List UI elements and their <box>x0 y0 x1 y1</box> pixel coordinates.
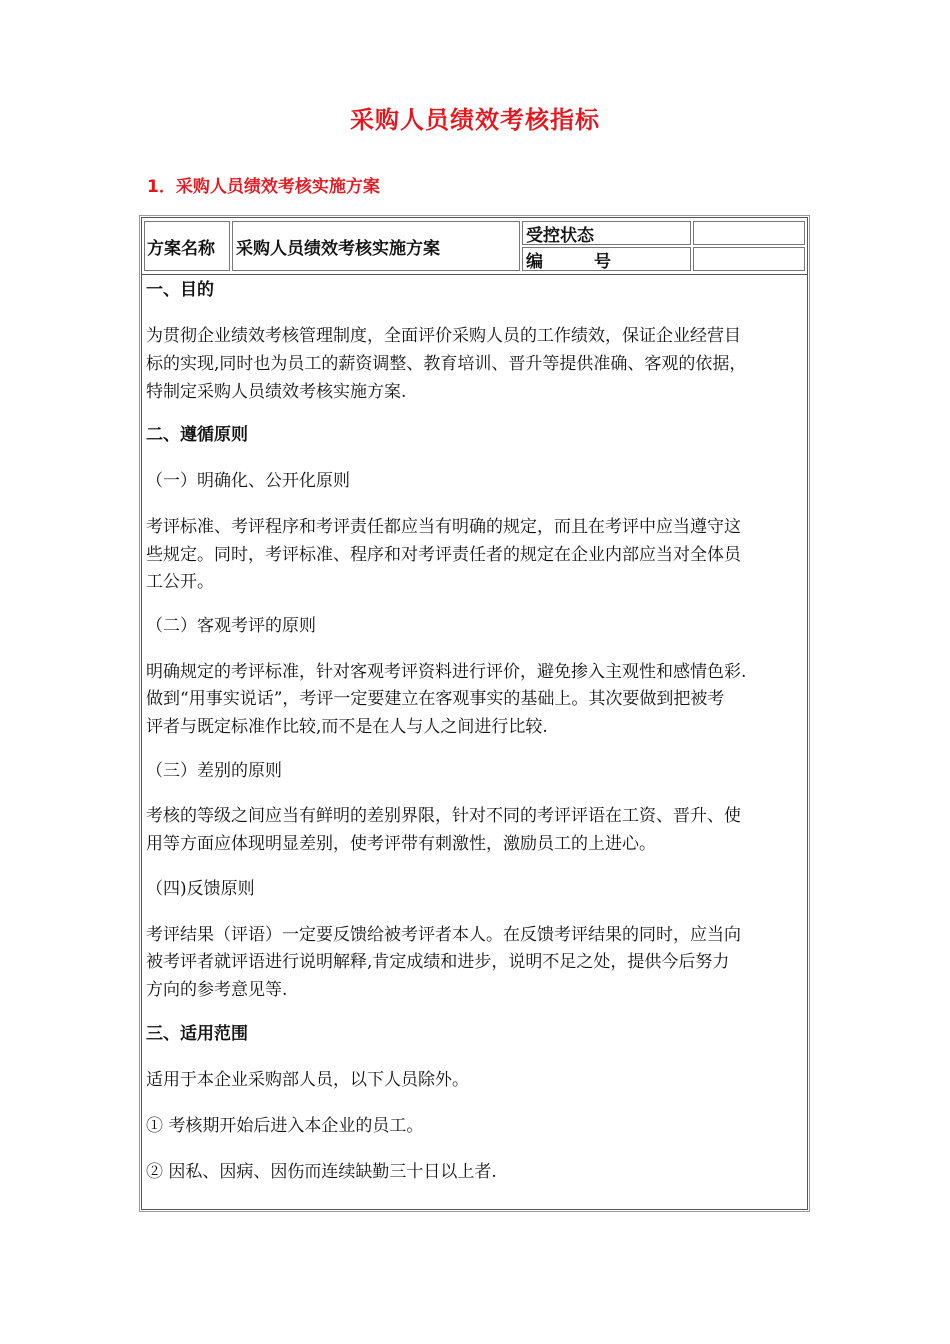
control-status-label: 受控状态 <box>522 221 691 245</box>
clarity-line-2: 些规定。同时，考评标准、程序和对考评责任者的规定在企业内部应当对全体员 <box>146 545 741 565</box>
clarity-line-1: 考评标准、考评程序和考评责任都应当有明确的规定，而且在考评中应当遵守这 <box>146 517 741 537</box>
plan-name-label: 方案名称 <box>144 221 230 271</box>
feedback-line-1: 考评结果（评语）一定要反馈给被考评者本人。在反馈考评结果的同时，应当向 <box>146 925 741 945</box>
document-number-label: 编 号 <box>522 247 691 271</box>
scope-text: 适用于本企业采购部人员，以下人员除外。 <box>146 1070 469 1090</box>
control-status-value <box>693 221 805 245</box>
document-title: 采购人员绩效考核指标 <box>350 106 600 134</box>
exclusion-item-2: ② 因私、因病、因伤而连续缺勤三十日以上者. <box>146 1162 497 1182</box>
heading-scope: 三、适用范围 <box>146 1024 248 1044</box>
difference-line-2: 用等方面应体现明显差别，使考评带有刺激性，激励员工的上进心。 <box>146 834 656 854</box>
purpose-line-1: 为贯彻企业绩效考核管理制度，全面评价采购人员的工作绩效，保证企业经营目 <box>146 326 741 346</box>
exclusion-item-1: ① 考核期开始后进入本企业的员工。 <box>146 1116 424 1136</box>
heading-purpose: 一、目的 <box>146 280 214 300</box>
purpose-line-3: 特制定采购人员绩效考核实施方案. <box>146 382 407 402</box>
plan-name-value: 采购人员绩效考核实施方案 <box>232 221 520 271</box>
feedback-line-2: 被考评者就评语进行说明解释,肯定成绩和进步，说明不足之处，提供今后努力 <box>146 952 730 972</box>
plan-table <box>141 217 808 1210</box>
clarity-line-3: 工公开。 <box>146 572 214 592</box>
section-title: 1．采购人员绩效考核实施方案 <box>147 177 380 197</box>
feedback-line-3: 方向的参考意见等. <box>146 980 288 1000</box>
purpose-line-2: 标的实现,同时也为员工的薪资调整、教育培训、晋升等提供准确、客观的依据， <box>146 354 747 374</box>
objective-line-2: 做到“用事实说话”，考评一定要建立在客观事实的基础上。其次要做到把被考 <box>146 689 725 709</box>
subheading-objective: （二）客观考评的原则 <box>146 616 316 636</box>
heading-principles: 二、遵循原则 <box>146 425 248 445</box>
objective-line-3: 评者与既定标准作比较,而不是在人与人之间进行比较. <box>146 717 548 737</box>
plan-header-row <box>142 218 807 275</box>
subheading-difference: （三）差别的原则 <box>146 761 282 781</box>
subheading-clarity: （一）明确化、公开化原则 <box>146 471 350 491</box>
difference-line-1: 考核的等级之间应当有鲜明的差别界限，针对不同的考评评语在工资、晋升、使 <box>146 806 741 826</box>
subheading-feedback: （四)反馈原则 <box>146 879 255 899</box>
objective-line-1: 明确规定的考评标准，针对客观考评资料进行评价，避免掺入主观性和感情色彩. <box>146 662 747 682</box>
document-number-value <box>693 247 805 271</box>
